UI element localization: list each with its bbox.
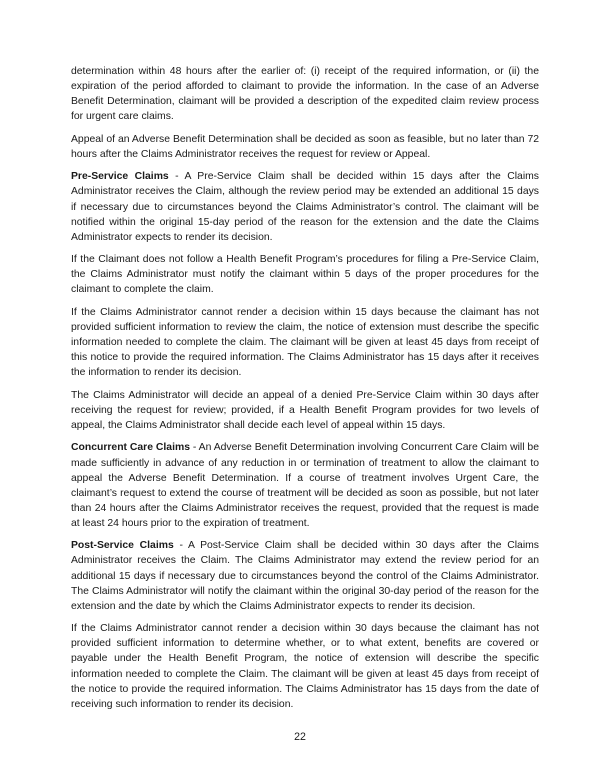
paragraph-text: If the Claimant does not follow a Health Benefit Program’s procedures for filing a Pre-Service Claim, the Claims Administrator must notify the claimant within 5 days of the proper procedures for the claimant to complete the claim. bbox=[71, 254, 539, 296]
paragraph-text: Appeal of an Adverse Benefit Determination shall be decided as soon as feasible, but no later than 72 hours after the Claims Administrator receives the request for review or Appeal. bbox=[71, 133, 539, 160]
paragraph-appeal-adverse-benefit bbox=[71, 132, 539, 162]
paragraph-text: If the Claims Administrator cannot render a decision within 15 days because the claimant has not provided sufficient information to review the claim, the notice of extension must describe the specific information needed to complete the claim. The claimant will be given at least 45 days from receipt of this notice to provide the required information. The Claims Administrator has 15 days after it receives the information to render its decision. bbox=[71, 306, 539, 379]
paragraph-post-service-extension bbox=[71, 621, 539, 712]
page-number: 22 bbox=[294, 731, 306, 743]
paragraph-pre-service-procedures bbox=[71, 252, 539, 297]
paragraph-pre-service-extension bbox=[71, 305, 539, 380]
paragraph-text: - A Pre-Service Claim shall be decided within 15 days after the Claims Administrator receives the Claim, although the review period may be extended an additional 15 days if necessary due to circumstances beyond the Claims Administrator’s control. The claimant will be notified within the original 15-day period of the reason for the extension and the date the Claims Administrator expects to render its decision. bbox=[71, 171, 539, 243]
paragraph-urgent-care-determination bbox=[71, 64, 539, 124]
paragraph-text: If the Claims Administrator cannot render a decision within 30 days because the claimant has not provided sufficient information to determine whether, or to what extent, benefits are covered or payable under the Health Benefit Program, the notice of extension will describe the specific information needed to complete the Claim. The claimant will be given at least 45 days from receipt of the notice to provide the required information. The Claims Administrator has 15 days from the date of receiving such information to render its decision. bbox=[71, 623, 539, 710]
paragraph-text: determination within 48 hours after the earlier of: (i) receipt of the required information, or (ii) the expiration of the period afforded to claimant to provide the information. In the case of an Adverse Benefit Determination, claimant will be provided a description of the expedited claim review process for urgent care claims. bbox=[71, 66, 539, 123]
paragraph-concurrent-care-claims bbox=[71, 440, 539, 531]
paragraph-text: The Claims Administrator will decide an appeal of a denied Pre-Service Claim within 30 days after receiving the request for review; provided, if a Health Benefit Program provides for two levels of appeal, the Claims Administrator shall decide each level of appeal within 15 days. bbox=[71, 389, 539, 431]
paragraph-pre-service-appeal bbox=[71, 388, 539, 433]
paragraph-pre-service-claims bbox=[71, 169, 539, 244]
paragraph-text: - An Adverse Benefit Determination involving Concurrent Care Claim will be made sufficiently in advance of any reduction in or termination of treatment to allow the claimant to appeal the Adverse Benefit Determination. If a course of treatment involves Urgent Care, the claimant’s request to extend the course of treatment will be decided as soon as possible, but not later than 24 hours after the Claims Administrator receives the request, provided that the request is made at least 24 hours prior to the expiration of treatment. bbox=[71, 442, 539, 529]
section-heading-concurrent-care: Concurrent Care Claims bbox=[71, 442, 190, 454]
paragraph-post-service-claims bbox=[71, 538, 539, 613]
section-heading-post-service: Post-Service Claims bbox=[71, 540, 174, 552]
page-body bbox=[71, 64, 539, 719]
paragraph-text: - A Post-Service Claim shall be decided within 30 days after the Claims Administrator receives the Claim. The Claims Administrator may extend the review period for an additional 15 days if necessary due to circumstances beyond the control of the Claims Administrator. The Claims Administrator will notify the claimant within the original 30-day period of the reason for the extension and the date by which the Claims Administrator expects to render its decision. bbox=[71, 540, 539, 612]
section-heading-pre-service: Pre-Service Claims bbox=[71, 171, 169, 183]
